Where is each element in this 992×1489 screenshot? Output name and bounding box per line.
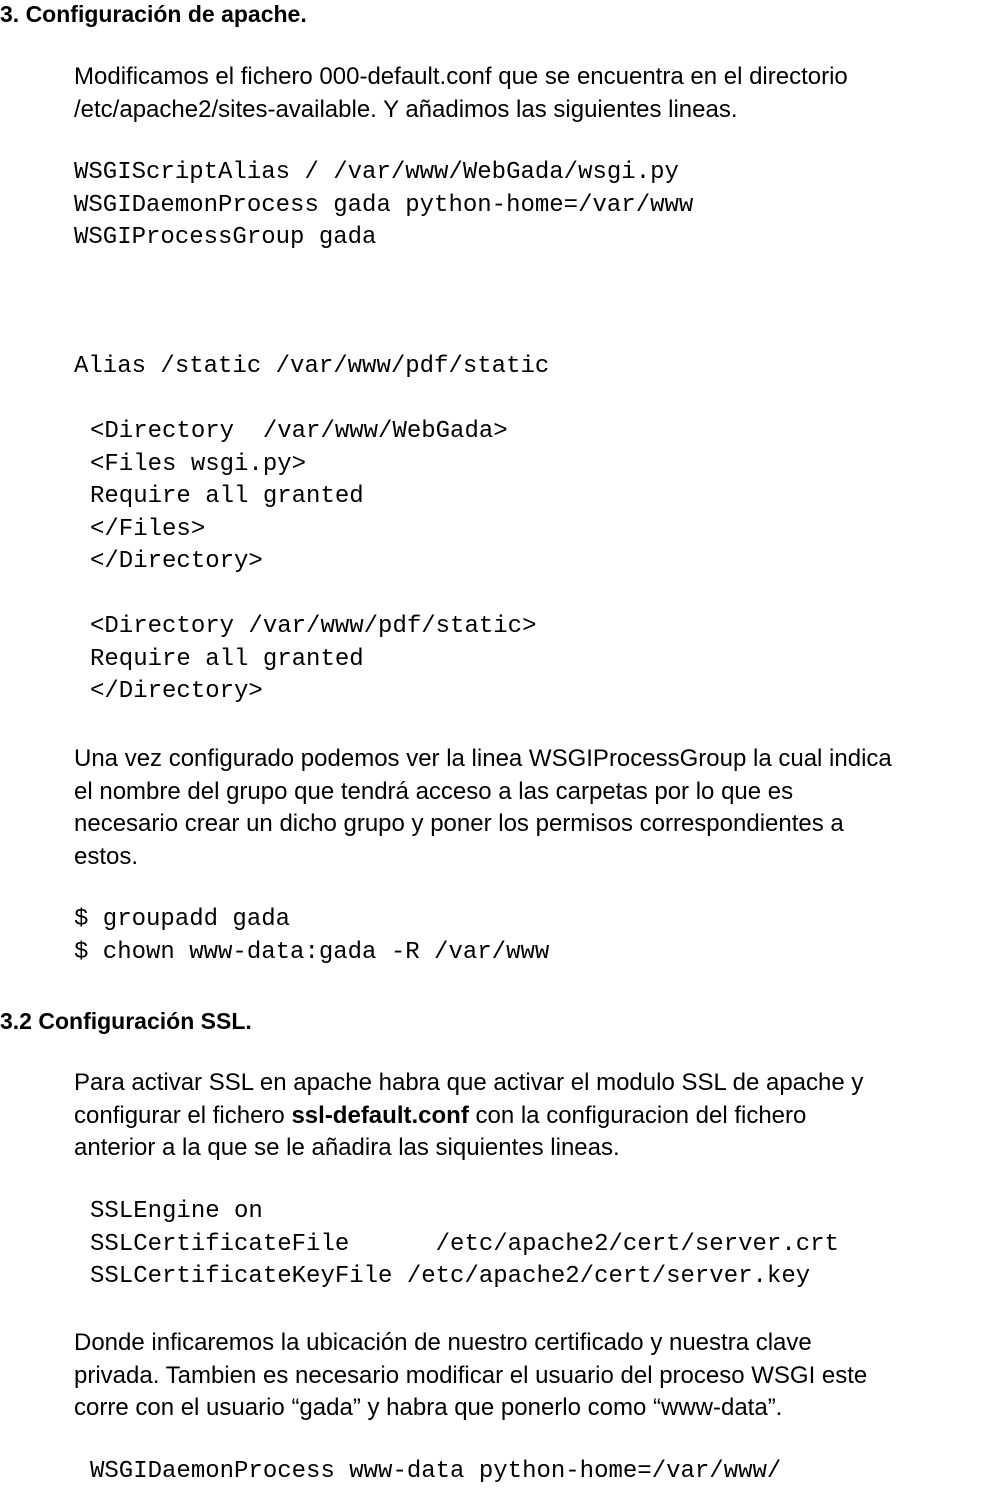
section-3-explanation: [74, 743, 892, 873]
shell-commands: [74, 904, 549, 969]
code-line: <Files wsgi.py>: [90, 450, 307, 478]
text-segment: configurar el fichero: [74, 1101, 292, 1129]
section-3-2-heading: 3.2 Configuración SSL.: [0, 1008, 252, 1034]
paragraph-line: privada. Tambien es necesario modificar el usuario del proceso WSGI este: [74, 1361, 868, 1389]
code-line: <Directory /var/www/WebGada>: [90, 418, 508, 445]
directory-block-webgada: [90, 416, 508, 579]
code-line: </Directory>: [90, 548, 263, 575]
section-3-heading: 3. Configuración de apache.: [0, 1, 307, 27]
paragraph-line: corre con el usuario “gada” y habra que ponerlo como “www-data”.: [74, 1394, 783, 1421]
paragraph-line: Modificamos el fichero 000-default.conf que se encuentra en el directorio: [74, 63, 848, 90]
code-line: WSGIProcessGroup gada: [74, 224, 377, 251]
paragraph-line: Una vez configurado podemos ver la linea WSGIProcessGroup la cual indica: [74, 745, 892, 772]
code-line: Require all granted: [90, 645, 364, 673]
code-line: SSLCertificateFile /etc/apache2/cert/server.crt: [90, 1230, 839, 1258]
section-3-2-intro: [74, 1067, 863, 1165]
wsgi-config-code: [74, 157, 693, 255]
paragraph-line: Para activar SSL en apache habra que activar el modulo SSL de apache y: [74, 1069, 864, 1096]
code-line: Require all granted: [90, 483, 364, 510]
code-line: $ chown www-data:gada -R /var/www: [74, 938, 550, 966]
wsgi-daemon-final-code: [90, 1456, 781, 1489]
code-line: </Directory>: [90, 678, 263, 705]
code-line: WSGIDaemonProcess gada python-home=/var/www: [74, 191, 694, 219]
alias-config-code: [74, 351, 549, 384]
code-line: SSLEngine on: [90, 1198, 263, 1225]
paragraph-line: Donde inficaremos la ubicación de nuestro certificado y nuestra clave: [74, 1329, 812, 1356]
paragraph-line: estos.: [74, 842, 139, 870]
text-segment: con la configuracion del fichero: [468, 1101, 807, 1129]
paragraph-line: [74, 1100, 863, 1133]
paragraph-line: /etc/apache2/sites-available. Y añadimos las siguientes lineas.: [74, 95, 738, 123]
code-line: WSGIScriptAlias / /var/www/WebGada/wsgi.py: [74, 159, 679, 186]
paragraph-line: necesario crear un dicho grupo y poner los permisos correspondientes a: [74, 810, 844, 837]
code-line: SSLCertificateKeyFile /etc/apache2/cert/server.key: [90, 1263, 811, 1290]
section-3-2-closing: [74, 1327, 867, 1425]
section-3-intro: [74, 61, 848, 126]
directory-block-static: [90, 611, 536, 709]
paragraph-line: anterior a la que se le añadira las siquientes lineas.: [74, 1134, 620, 1161]
code-line: <Directory /var/www/pdf/static>: [90, 613, 537, 640]
code-line: </Files>: [90, 515, 206, 543]
code-line: WSGIDaemonProcess www-data python-home=/var/www/: [90, 1458, 782, 1485]
ssl-config-code: [90, 1196, 839, 1294]
paragraph-line: el nombre del grupo que tendrá acceso a las carpetas por lo que es: [74, 777, 794, 805]
ssl-default-conf-filename: ssl-default.conf: [291, 1101, 469, 1129]
code-line: $ groupadd gada: [74, 906, 291, 933]
code-line: Alias /static /var/www/pdf/static: [74, 353, 550, 380]
